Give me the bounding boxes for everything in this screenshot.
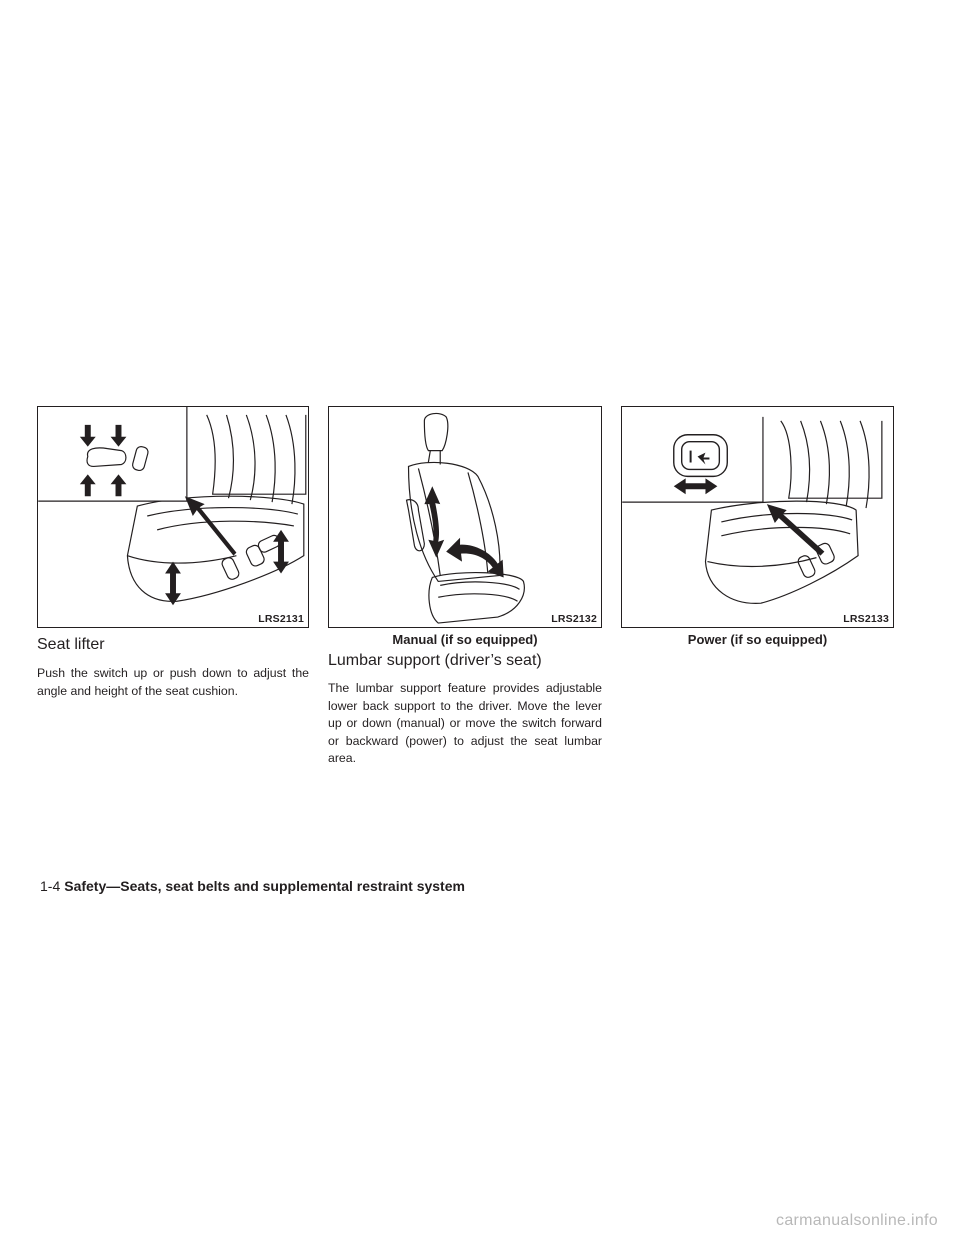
watermark: carmanualsonline.info <box>776 1212 938 1229</box>
figure-seat-lifter <box>37 406 309 628</box>
footer-section-title: Safety—Seats, seat belts and supplemental restraint system <box>64 878 465 894</box>
figure-caption-power: Power (if so equipped) <box>687 632 828 647</box>
section-heading-seat-lifter: Seat lifter <box>37 636 105 653</box>
page-number: 1-4 <box>40 878 61 894</box>
figure-caption-manual: Manual (if so equipped) <box>392 632 538 647</box>
figure-code: LRS2132 <box>551 613 597 625</box>
section-heading-lumbar: Lumbar support (driver’s seat) <box>328 652 542 669</box>
section-body-seat-lifter: Push the switch up or push down to adjust the angle and height of the seat cushion. <box>37 666 309 698</box>
figure-code: LRS2133 <box>843 613 889 625</box>
page-footer <box>40 878 465 894</box>
figure-manual-lumbar <box>328 406 602 628</box>
figure-code: LRS2131 <box>258 613 304 625</box>
power-lumbar-illustration <box>622 407 893 627</box>
seat-lifter-illustration <box>38 407 308 627</box>
figure-power-lumbar <box>621 406 894 628</box>
section-body-lumbar: The lumbar support feature provides adjustable lower back support to the driver. Move the lever up or down (manual) or move the switch forward or backward (power) to adjust the seat lumbar area. <box>328 681 602 765</box>
manual-lumbar-illustration <box>329 407 601 627</box>
